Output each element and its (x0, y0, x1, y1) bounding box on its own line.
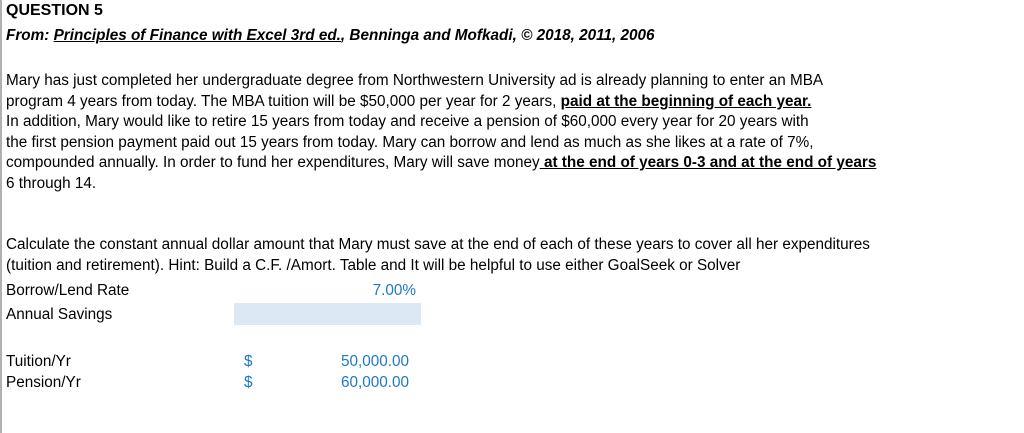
source-authors: , Benninga and Mofkadi, © 2018, 2011, 2006 (340, 27, 655, 44)
from-label: From: (6, 27, 54, 44)
emphasis: paid at the beginning of each year. (560, 93, 812, 110)
para1-line6: 6 through 14. (6, 175, 97, 192)
question-title: QUESTION 5 (6, 2, 103, 19)
rate-value-cell[interactable]: 7.00% (372, 282, 416, 299)
text: compounded annually. In order to fund her expenditures, Mary will save money (6, 154, 540, 171)
pension-value-cell[interactable]: 60,000.00 (340, 374, 409, 391)
para1-line2 (6, 93, 811, 111)
tuition-currency: $ (244, 353, 253, 370)
para1-line3: In addition, Mary would like to retire 15 years from today and receive a pension of $60,000 every year for 20 years with (6, 113, 809, 130)
para2-line1: Calculate the constant annual dollar amount that Mary must save at the end of each of these years to cover all her expenditures (6, 236, 870, 253)
para1-line5 (6, 154, 876, 172)
sheet-left-border (0, 0, 2, 433)
savings-input-cell[interactable] (234, 303, 421, 325)
pension-label: Pension/Yr (6, 374, 81, 391)
tuition-label: Tuition/Yr (6, 353, 71, 370)
para1-line1: Mary has just completed her undergraduate degree from Northwestern University ad is already planning to enter an MBA (6, 72, 824, 89)
source-line (6, 27, 655, 45)
savings-label: Annual Savings (6, 306, 113, 323)
text: program 4 years from today. The MBA tuition will be $50,000 per year for 2 years, (6, 93, 561, 110)
pension-currency: $ (244, 374, 253, 391)
rate-label: Borrow/Lend Rate (6, 282, 130, 299)
emphasis: at the end of years 0-3 and at the end of years (539, 154, 877, 171)
book-title: Principles of Finance with Excel 3rd ed. (53, 27, 341, 44)
para1-line4: the first pension payment paid out 15 years from today. Mary can borrow and lend as much as she likes at a rate of 7%, (6, 134, 814, 151)
tuition-value-cell[interactable]: 50,000.00 (340, 353, 409, 370)
para2-line2: (tuition and retirement). Hint: Build a C.F. /Amort. Table and It will be helpful to use either GoalSeek or Solver (6, 257, 741, 274)
